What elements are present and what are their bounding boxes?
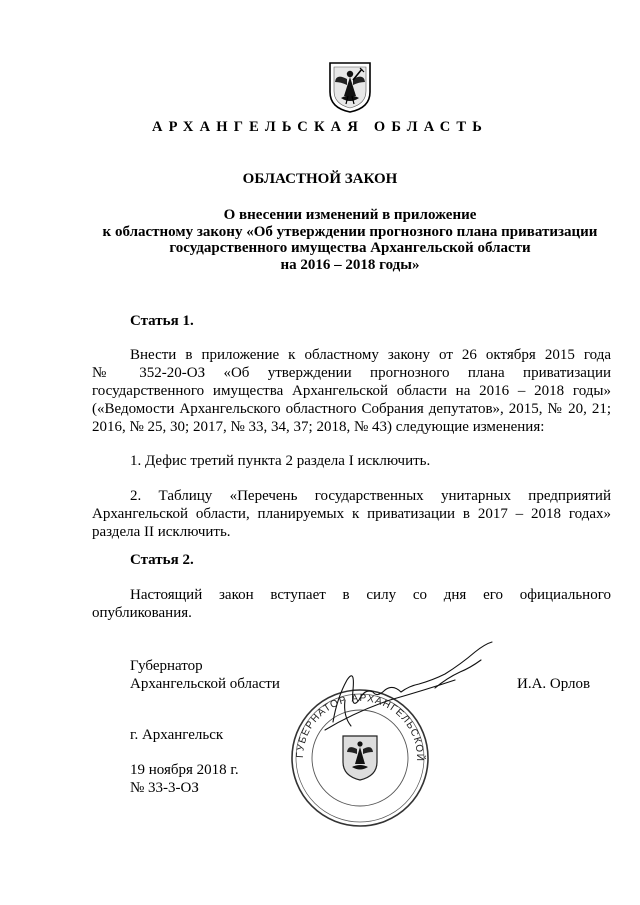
official-stamp bbox=[281, 632, 428, 826]
article-1-text-line: государственного имущества Архангельской области на 2016 – 2018 годы» bbox=[92, 383, 611, 399]
law-title bbox=[60, 207, 640, 273]
law-number: № 33-3-ОЗ bbox=[130, 780, 199, 796]
article-1-item-1: 1. Дефис третий пункта 2 раздела I исключить. bbox=[130, 453, 431, 469]
article-1-text-line: 2016, № 25, 30; 2017, № 33, 34, 37; 2018, № 43) следующие изменения: bbox=[92, 419, 545, 435]
article-2-text-line: Настоящий закон вступает в силу со дня его официального bbox=[130, 587, 611, 603]
article-1-item-2-line: раздела II исключить. bbox=[92, 524, 231, 540]
article-1-text-line: № 352-20-ОЗ «Об утверждении прогнозного плана приватизации bbox=[92, 365, 611, 381]
signer-region: Архангельской области bbox=[130, 676, 280, 692]
article-1-item-2-line: Архангельской области, планируемых к приватизации в 2017 – 2018 годах» bbox=[92, 506, 611, 522]
coat-of-arms-icon bbox=[327, 60, 373, 114]
region-name: АРХАНГЕЛЬСКАЯ ОБЛАСТЬ bbox=[151, 119, 489, 135]
law-title-line: государственного имущества Архангельской области bbox=[169, 240, 531, 256]
law-title-line: к областному закону «Об утверждении прогнозного плана приватизации bbox=[102, 223, 598, 240]
law-date: 19 ноября 2018 г. bbox=[130, 762, 239, 778]
signature-and-stamp bbox=[280, 632, 515, 815]
law-title-line: на 2016 – 2018 годы» bbox=[280, 256, 420, 273]
signer-position: Губернатор bbox=[130, 658, 203, 674]
article-2-text-line: опубликования. bbox=[92, 605, 192, 621]
article-1-text-line: («Ведомости Архангельского областного Собрания депутатов», 2015, № 20, 21; bbox=[92, 401, 611, 417]
stamp-text: ГУБЕРНАТОР АРХАНГЕЛЬСКОЙ ОБЛАСТИ bbox=[280, 632, 426, 763]
article-2-heading: Статья 2. bbox=[130, 552, 194, 568]
signer-name: И.А. Орлов bbox=[517, 676, 591, 692]
article-1-text-line: Внести в приложение к областному закону от 26 октября 2015 года bbox=[130, 347, 611, 363]
article-1-heading: Статья 1. bbox=[130, 313, 194, 329]
article-1-item-2-line: 2. Таблицу «Перечень государственных унитарных предприятий bbox=[130, 488, 611, 504]
law-title-line: О внесении изменений в приложение bbox=[223, 207, 477, 223]
city: г. Архангельск bbox=[130, 727, 224, 743]
document-type: ОБЛАСТНОЙ ЗАКОН bbox=[242, 171, 398, 187]
